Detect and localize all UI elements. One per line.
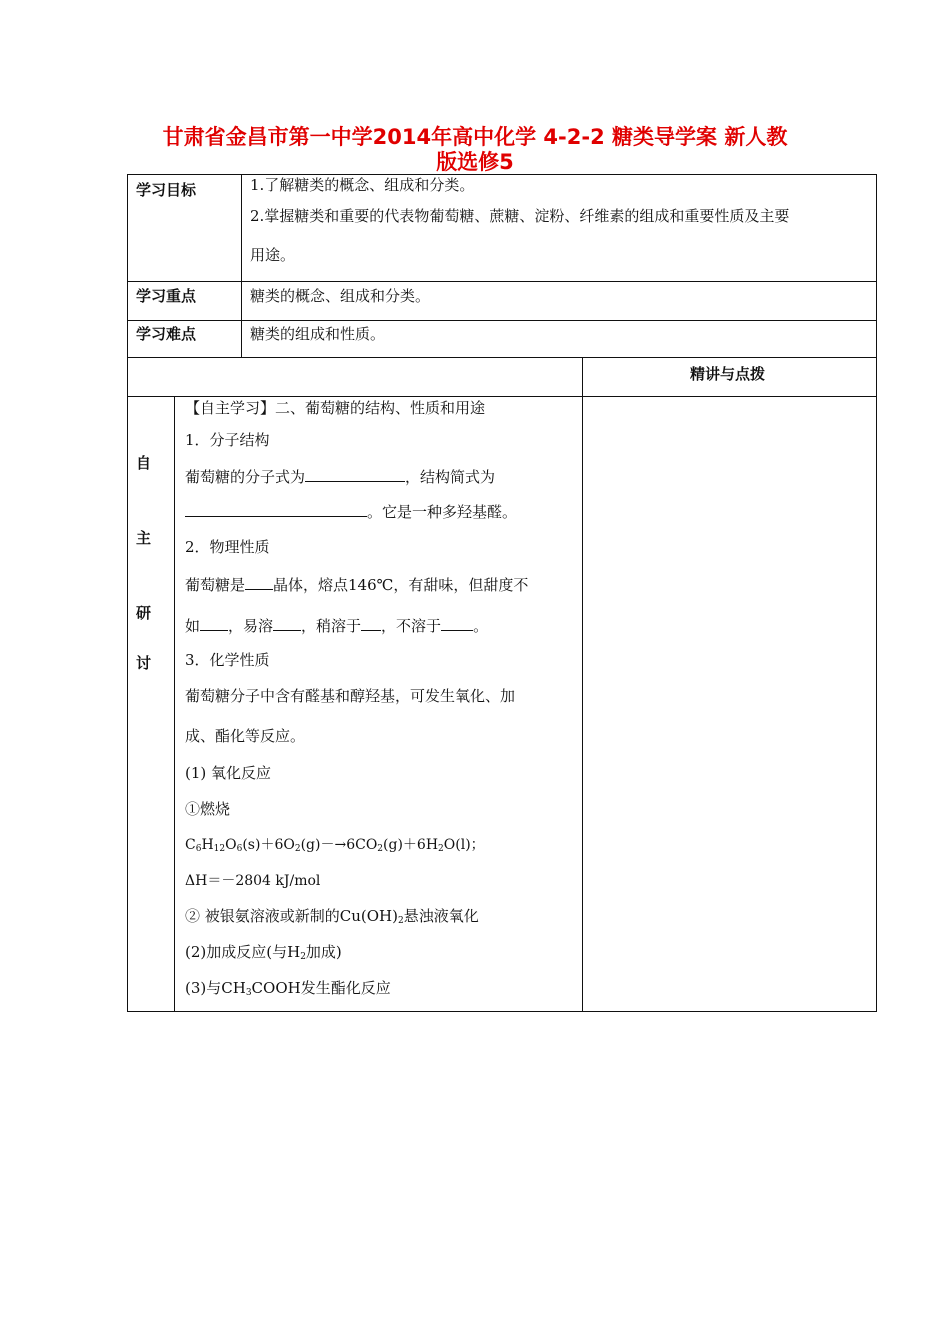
difficulty-text: 糖类的组成和性质。 <box>250 325 386 343</box>
text: (3)与CH <box>185 979 246 997</box>
blank-soluble[interactable] <box>273 614 301 631</box>
structural-formula-line <box>185 500 517 522</box>
blank-slightly-soluble[interactable] <box>361 614 381 631</box>
subscript: 2 <box>438 844 444 854</box>
subscript: 6 <box>236 844 243 854</box>
text: (g)＋6H <box>383 837 439 853</box>
text: 葡萄糖的分子式为 <box>185 468 306 486</box>
text: O(l)； <box>443 837 485 853</box>
physical-line-1 <box>185 573 528 595</box>
combustion-heading: ①燃烧 <box>185 800 231 818</box>
study-heading: 【自主学习】二、葡萄糖的结构、性质和用途 <box>185 399 486 417</box>
side-label-char-4: 讨 <box>136 654 152 672</box>
blank-molecular-formula[interactable] <box>305 465 405 482</box>
section-chemical-properties: 3．化学性质 <box>185 651 270 669</box>
oxidation-heading: (1) 氧化反应 <box>185 764 272 782</box>
document-title-line1: 甘肃省金昌市第一中学2014年高中化学 4-2-2 糖类导学案 新人教 <box>162 125 788 149</box>
subscript: 2 <box>377 844 384 854</box>
blank-insoluble[interactable] <box>441 614 473 631</box>
text: 如 <box>185 617 201 635</box>
side-label-char-2: 主 <box>136 529 152 547</box>
text: ，结构简式为 <box>405 468 496 486</box>
enthalpy-line: ΔH＝－2804 kJ/mol <box>185 873 321 889</box>
side-label-char-3: 研 <box>136 604 152 622</box>
subscript: 12 <box>213 844 226 854</box>
difficulty-label: 学习难点 <box>136 325 197 343</box>
goal-item-2-cont: 用途。 <box>250 246 296 264</box>
text: O <box>225 837 237 853</box>
side-label-char-1: 自 <box>136 454 152 472</box>
blank-crystal-color[interactable] <box>245 573 273 590</box>
focus-label: 学习重点 <box>136 287 197 305</box>
text: H <box>201 837 214 853</box>
molecular-formula-line <box>185 465 495 487</box>
silver-mirror-line <box>185 906 479 931</box>
text: (g)－→6CO <box>300 837 378 853</box>
text: ② 被银氨溶液或新制的Cu(OH) <box>185 907 398 925</box>
text: C <box>185 837 196 853</box>
text: 晶体，熔点146℃，有甜味，但甜度不 <box>273 576 529 594</box>
subscript: 3 <box>245 988 252 998</box>
blank-structural-formula[interactable] <box>185 500 367 517</box>
text: ，稍溶于 <box>301 617 362 635</box>
subscript: 2 <box>294 844 301 854</box>
text: 加成) <box>305 943 342 961</box>
esterification-line <box>185 978 391 1003</box>
text: 葡萄糖是 <box>185 576 246 594</box>
goal-item-1: 1.了解糖类的概念、组成和分类。 <box>250 176 475 194</box>
physical-line-2 <box>185 614 488 636</box>
document-title-line2: 版选修5 <box>436 150 514 174</box>
text: COOH发生酯化反应 <box>251 979 391 997</box>
blank-sweetness[interactable] <box>200 614 228 631</box>
text: (2)加成反应(与H <box>185 943 301 961</box>
text: ，不溶于 <box>381 617 442 635</box>
chemical-text-2: 成、酯化等反应。 <box>185 727 306 745</box>
subscript: 6 <box>195 844 202 854</box>
text: (s)＋6O <box>242 837 295 853</box>
section-molecular-structure: 1．分子结构 <box>185 431 270 449</box>
text: ，易溶 <box>228 617 274 635</box>
subscript: 2 <box>300 952 306 962</box>
combustion-equation <box>185 835 485 859</box>
notes-header: 精讲与点拨 <box>690 365 766 383</box>
text: 。它是一种多羟基醛。 <box>367 503 518 521</box>
chemical-text-1: 葡萄糖分子中含有醛基和醇羟基，可发生氧化、加 <box>185 687 516 705</box>
subscript: 2 <box>398 916 404 926</box>
text: 。 <box>473 617 489 635</box>
addition-reaction-line <box>185 942 342 967</box>
goal-item-2: 2.掌握糖类和重要的代表物葡萄糖、蔗糖、淀粉、纤维素的组成和重要性质及主要 <box>250 207 790 225</box>
section-physical-properties: 2．物理性质 <box>185 538 270 556</box>
focus-text: 糖类的概念、组成和分类。 <box>250 287 431 305</box>
goal-label: 学习目标 <box>136 181 197 199</box>
text: 悬浊液氧化 <box>403 907 479 925</box>
